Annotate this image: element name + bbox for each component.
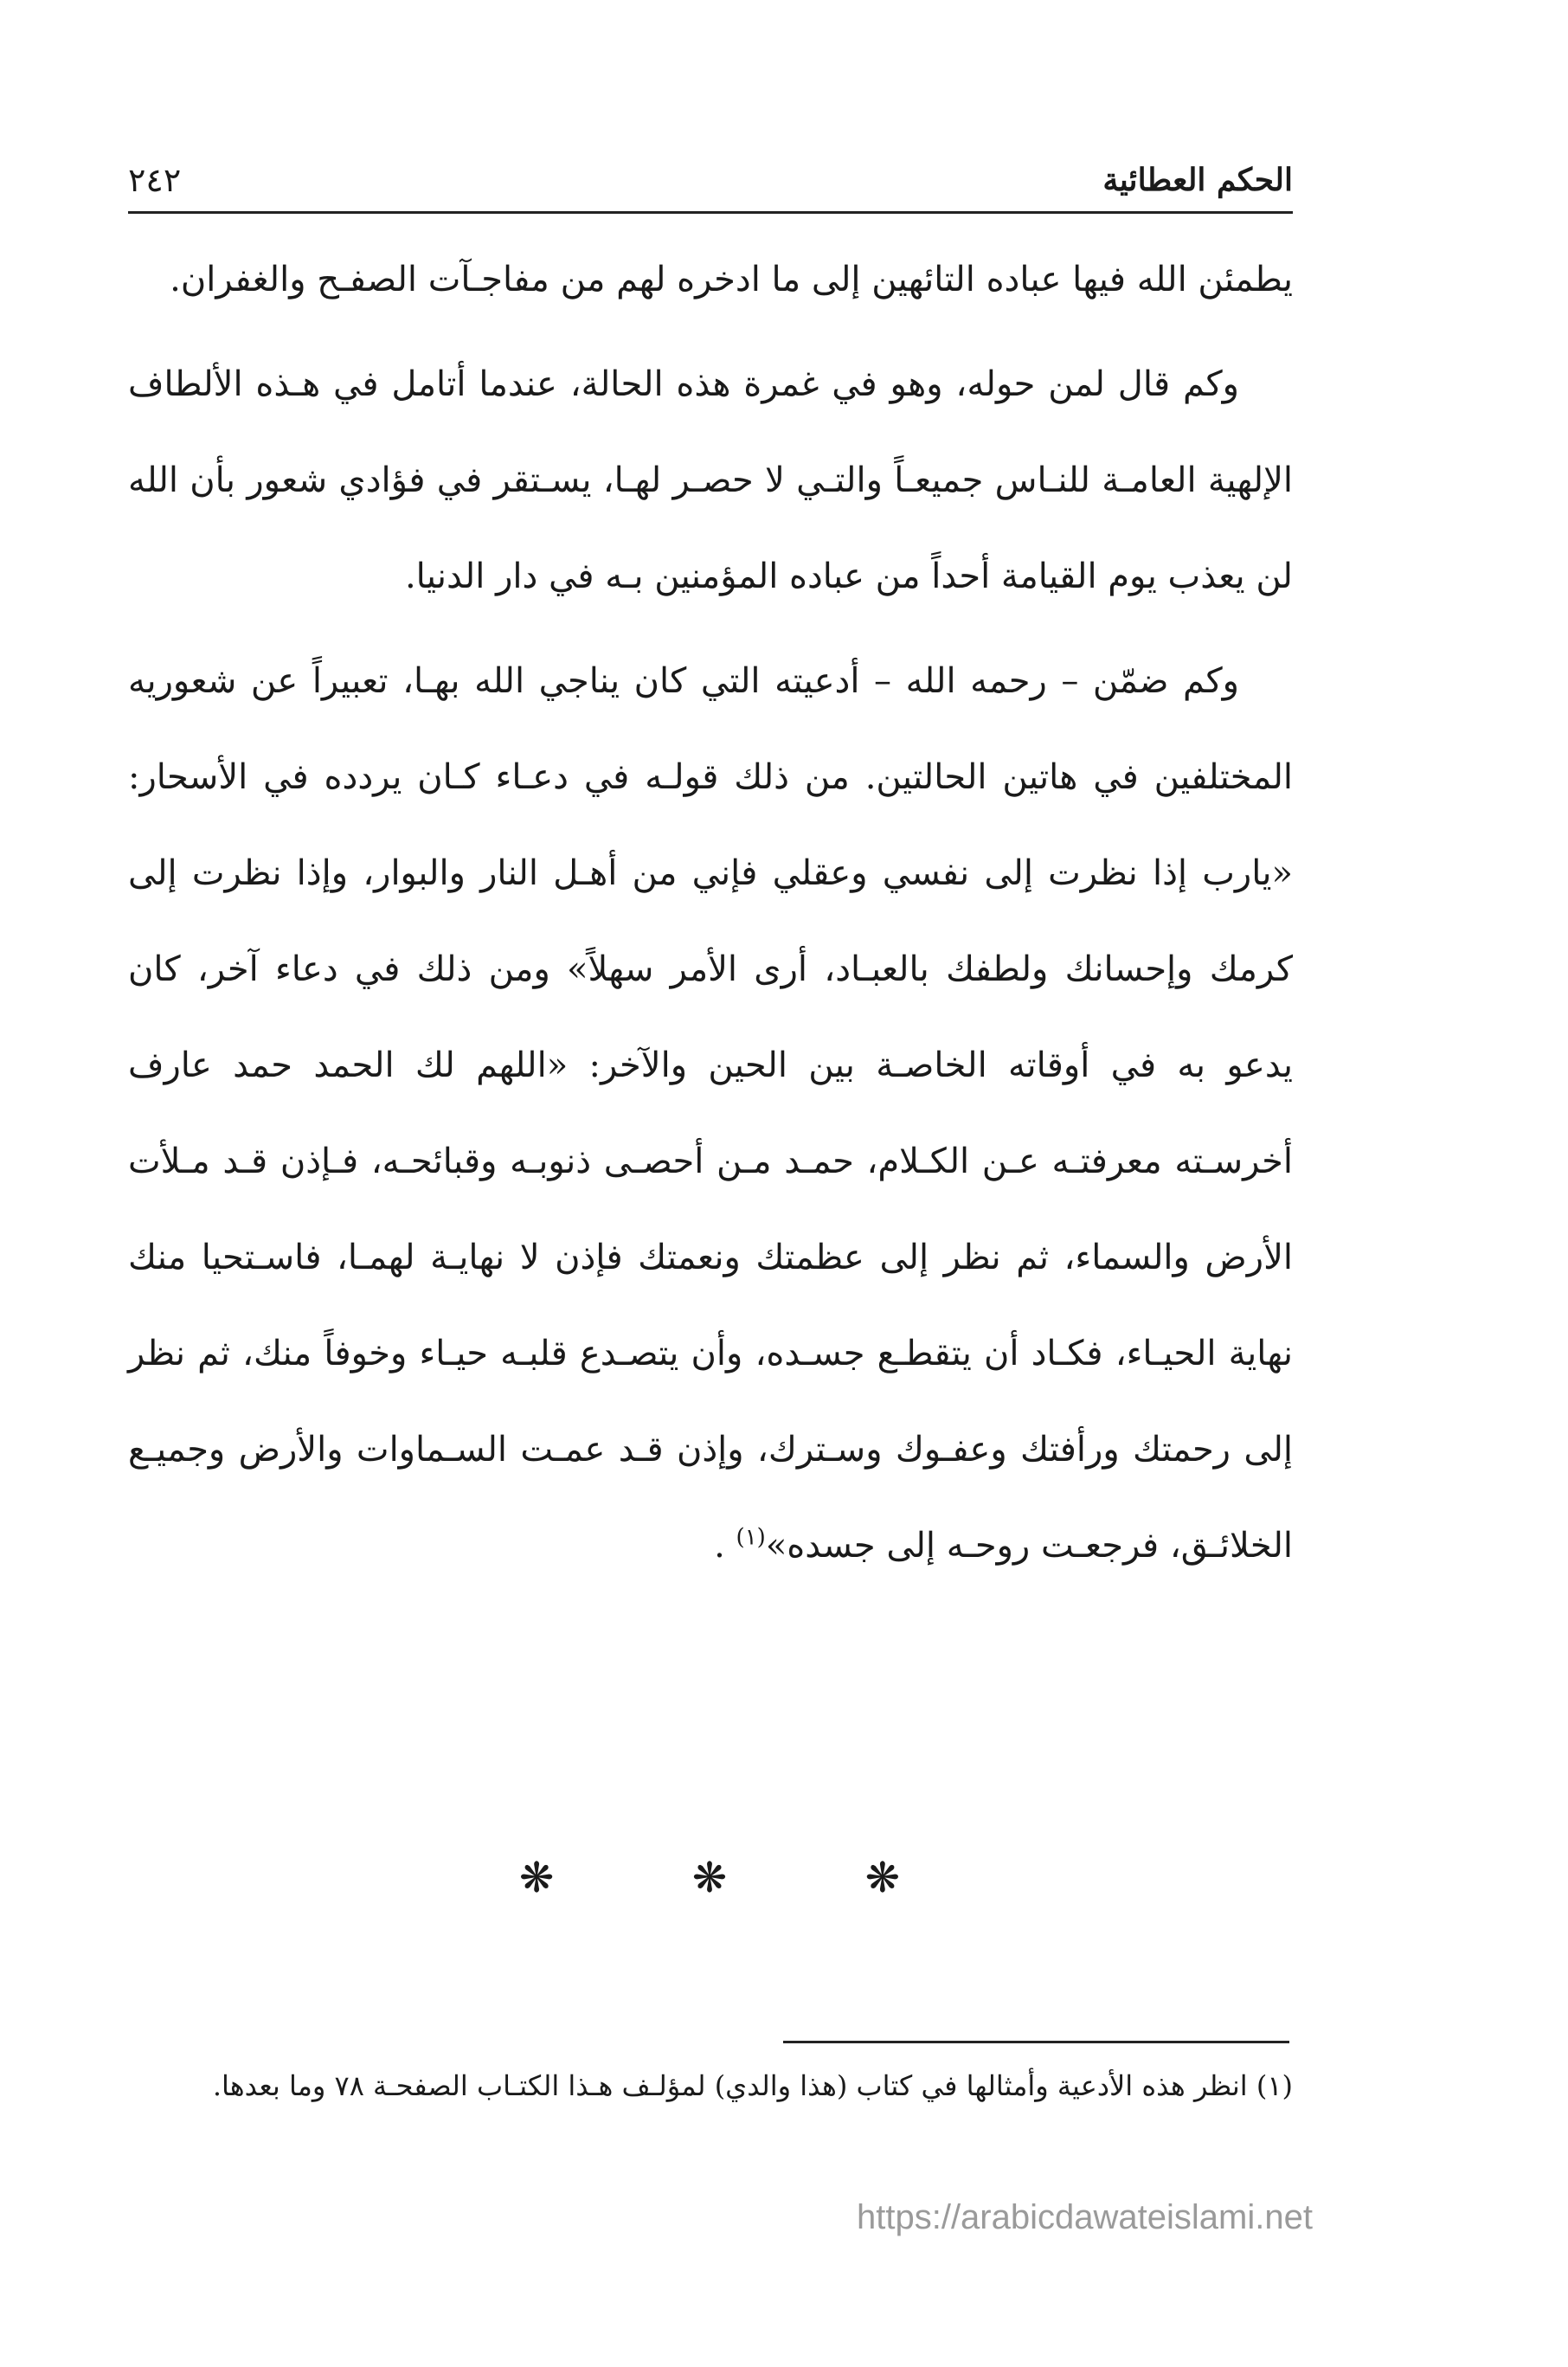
paragraph-3 bbox=[128, 634, 1293, 1594]
main-text bbox=[128, 232, 1293, 1603]
footnote-divider bbox=[783, 2041, 1289, 2043]
paragraph-2: وكم قال لمن حوله، وهو في غمرة هذه الحالة، عندما أتامل في هـذه الألطاف الإلهية العامـة للنـاس جميعـاً والتـي لا حصـر لهـا، يسـتقر في فؤادي شعور بأن الله لن يعذب يوم القيامة أحداً من عباده المؤمنين بـه في دار الدنيا. bbox=[128, 364, 1293, 596]
page-number: ٢٤٢ bbox=[128, 161, 182, 199]
running-title: الحكم العطائية bbox=[1102, 162, 1293, 198]
separator-star-icon: ❋ bbox=[691, 1854, 728, 1902]
section-separator bbox=[519, 1852, 900, 1904]
paragraph-1: يطمئن الله فيها عباده التائهين إلى ما ادخره لهم من مفاجـآت الصفـح والغفران. bbox=[170, 260, 1293, 299]
header-divider bbox=[128, 211, 1293, 214]
separator-star-icon: ❋ bbox=[864, 1854, 900, 1902]
watermark-url: https://arabicdawateislami.net bbox=[857, 2198, 1313, 2236]
paragraph-3-text: وكم ضمّن – رحمه الله – أدعيته التي كان يناجي الله بهـا، تعبيراً عن شعوريه المختلفين في هاتين الحالتين. من ذلك قولـه في دعـاء كـان يردده في الأسحار: «يارب إذا نظرت إلى نفسي وعقلي فإني من أهـل النار والبوار، وإذا نظرت إلى كرمك وإحسانك ولطفك بالعبـاد، أرى الأمر سهلاً» ومن ذلك في دعاء آخر، كان يدعو به في أوقاته الخاصـة بين الحين والآخر: «اللهم لك الحمد حمد عارف أخرسـته معرفتـه عـن الكـلام، حمـد مـن أحصـى ذنوبـه وقبائحـه، فـإذن قـد مـلأت الأرض والسماء، ثم نظر إلى عظمتك ونعمتك فإذن لا نهايـة لهمـا، فاسـتحيا منك نهاية الحيـاء، فكـاد أن يتقطـع جسـده، وأن يتصـدع قلبـه حيـاء وخوفاً منك، ثم نظر إلى رحمتك ورأفتك وعفـوك وسـترك، وإذن قـد عمـت السـماوات والأرض وجميـع الخلائـق، فرجعـت روحـه إلى جسده» bbox=[128, 661, 1293, 1566]
footnote-reference: (١) bbox=[736, 1524, 766, 1551]
separator-star-icon: ❋ bbox=[519, 1854, 555, 1902]
footnote: (١) انظر هذه الأدعية وأمثالها في كتاب (هذا والدي) لمؤلـف هـذا الكتـاب الصفحـة ٧٨ وما بعدها. bbox=[212, 2069, 1293, 2102]
paragraph-3-end: . bbox=[714, 1526, 736, 1566]
page-header bbox=[128, 145, 1293, 201]
